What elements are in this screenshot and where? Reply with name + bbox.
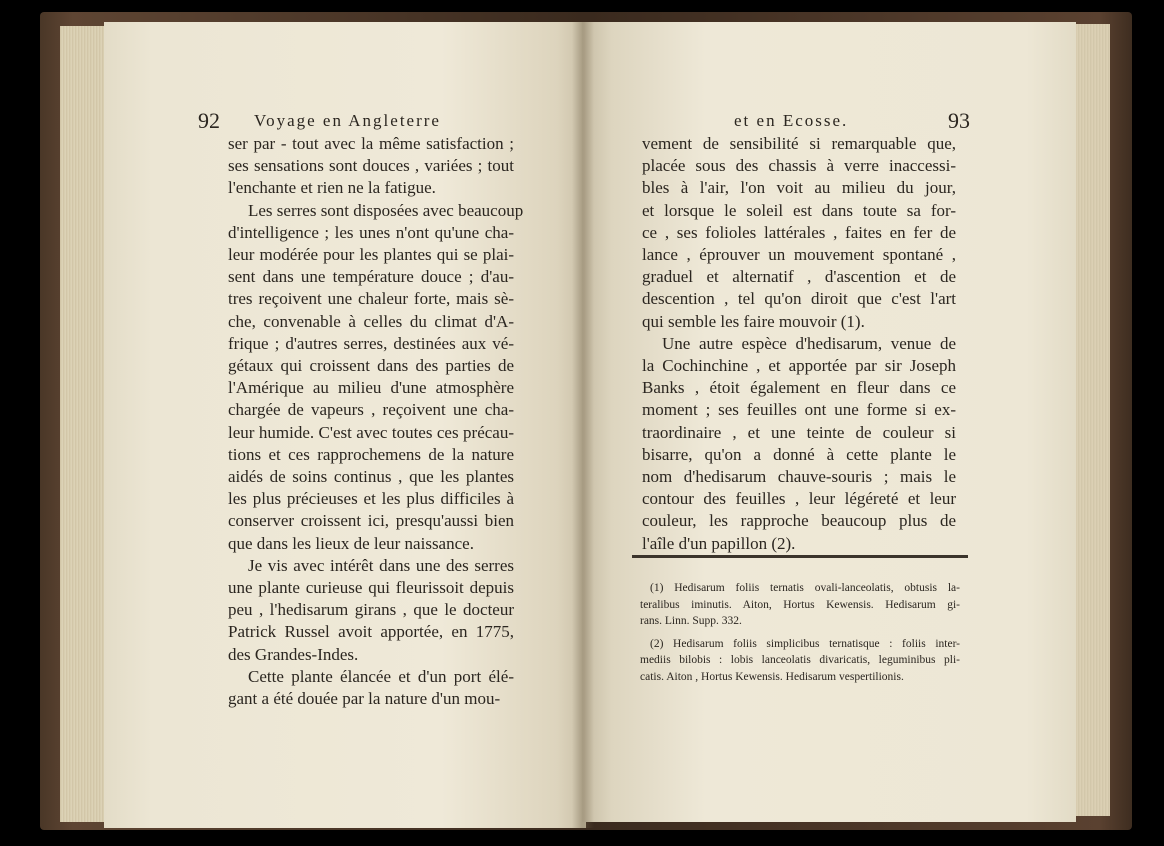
text-line: graduel et alternatif , d'ascention et de bbox=[642, 267, 956, 287]
text-line: l'Amérique au milieu d'une atmosphère bbox=[228, 378, 514, 398]
text-line: chargée de vapeurs , reçoivent une cha- bbox=[228, 400, 514, 420]
footnotes bbox=[640, 580, 960, 685]
page-edges-right bbox=[1072, 24, 1110, 816]
footnote-rule bbox=[632, 555, 968, 558]
text-line: ser par - tout avec la même satisfaction ; bbox=[228, 134, 514, 153]
footnote-line: catis. Aiton , Hortus Kewensis. Hedisarum vespertilionis. bbox=[640, 670, 904, 683]
text-line: l'aîle d'un papillon (2). bbox=[642, 533, 796, 553]
body-text bbox=[642, 133, 956, 555]
footnote bbox=[640, 636, 960, 686]
page-edges-left bbox=[60, 26, 110, 822]
footnote-line: (1) Hedisarum foliis ternatis ovali-lanceolatis, obtusis la- bbox=[650, 582, 960, 594]
text-line: bisarre, qu'on a donné à cette plante le bbox=[642, 444, 956, 464]
running-head: Voyage en Angleterre bbox=[254, 111, 441, 130]
text-line: Les serres sont disposées avec beaucoup bbox=[248, 200, 524, 220]
footnote bbox=[640, 580, 960, 630]
text-line: Cette plante élancée et d'un port élé- bbox=[248, 666, 514, 686]
page-number: 93 bbox=[948, 108, 970, 133]
footnote-line: rans. Linn. Supp. 332. bbox=[640, 615, 742, 627]
text-line: d'intelligence ; les unes n'ont qu'une cha- bbox=[228, 222, 514, 242]
text-line: leur humide. C'est avec toutes ces précau- bbox=[228, 422, 514, 442]
text-line: les plus précieuses et les plus difficiles à bbox=[228, 489, 514, 509]
text-line: aidés de soins continus , que les plantes bbox=[228, 467, 514, 487]
text-line: une plante curieuse qui fleurissoit depuis bbox=[228, 578, 514, 598]
text-line: descention , tel qu'on diroit que c'est l'art bbox=[642, 289, 956, 309]
text-line: sent dans une température douce ; d'au- bbox=[228, 267, 514, 287]
text-line: bles à l'air, l'on voit au milieu du jour, bbox=[642, 178, 956, 198]
text-line: gétaux qui croissent dans des parties de bbox=[228, 356, 514, 376]
text-line: conserver croissent ici, presqu'aussi bien bbox=[228, 511, 514, 531]
text-line: couleur, les rapproche beaucoup plus de bbox=[642, 511, 956, 531]
text-line: leur modérée pour les plantes qui se plai- bbox=[228, 245, 514, 265]
text-line: contour des feuilles , leur légéreté et leur bbox=[642, 489, 956, 509]
text-line: nom d'hedisarum chauve-souris ; mais le bbox=[642, 467, 956, 487]
text-line: lance , éprouver un mouvement spontané , bbox=[642, 245, 956, 265]
text-line: des Grandes-Indes. bbox=[228, 644, 359, 664]
page-number: 92 bbox=[198, 108, 220, 133]
text-line: peu , l'hedisarum girans , que le docteur bbox=[228, 600, 514, 620]
text-line: Banks , étoit également en fleur dans ce bbox=[642, 378, 956, 398]
text-line: tres reçoivent une chaleur forte, mais sè- bbox=[228, 289, 514, 309]
text-line: gant a été douée par la nature d'un mou- bbox=[228, 689, 501, 709]
text-line: frique ; d'autres serres, destinées aux vé- bbox=[228, 333, 514, 353]
text-line: traordinaire , et une teinte de couleur si bbox=[642, 422, 956, 442]
text-line: tions et ces rapprochemens de la nature bbox=[228, 444, 514, 464]
running-head: et en Ecosse. bbox=[734, 111, 849, 130]
text-line: vement de sensibilité si remarquable que, bbox=[642, 134, 956, 153]
text-line: ce , ses folioles lattérales , faites en fer de bbox=[642, 222, 956, 242]
footnote-line: teralibus iminutis. Aiton, Hortus Kewensis. Hedisarum gi- bbox=[640, 598, 960, 611]
left-page bbox=[104, 22, 586, 828]
text-line: et lorsque le soleil est dans toute sa for- bbox=[642, 200, 956, 220]
text-line: Patrick Russel avoit apportée, en 1775, bbox=[228, 622, 514, 642]
text-line: moment ; ses feuilles ont une forme si ex- bbox=[642, 400, 956, 420]
text-line: ses sensations sont douces , variées ; tout bbox=[228, 156, 514, 176]
gutter bbox=[572, 22, 594, 828]
text-line: la Cochinchine , et apportée par sir Joseph bbox=[642, 356, 956, 376]
body-text bbox=[228, 133, 524, 710]
footnote-line: (2) Hedisarum foliis simplicibus ternatisque : foliis inter- bbox=[650, 637, 960, 650]
footnote-line: mediis bilobis : lobis lanceolatis divaricatis, leguminibus pli- bbox=[640, 654, 960, 666]
text-line: Une autre espèce d'hedisarum, venue de bbox=[662, 333, 956, 353]
text-line: que dans les lieux de leur naissance. bbox=[228, 533, 474, 553]
right-page bbox=[582, 22, 1076, 822]
text-line: qui semble les faire mouvoir (1). bbox=[642, 311, 865, 331]
text-line: placée sous des chassis à verre inaccessi- bbox=[642, 156, 956, 176]
text-line: l'enchante et rien ne la fatigue. bbox=[228, 178, 436, 198]
text-line: Je vis avec intérêt dans une des serres bbox=[248, 555, 514, 575]
text-line: che, convenable à celles du climat d'A- bbox=[228, 311, 514, 331]
